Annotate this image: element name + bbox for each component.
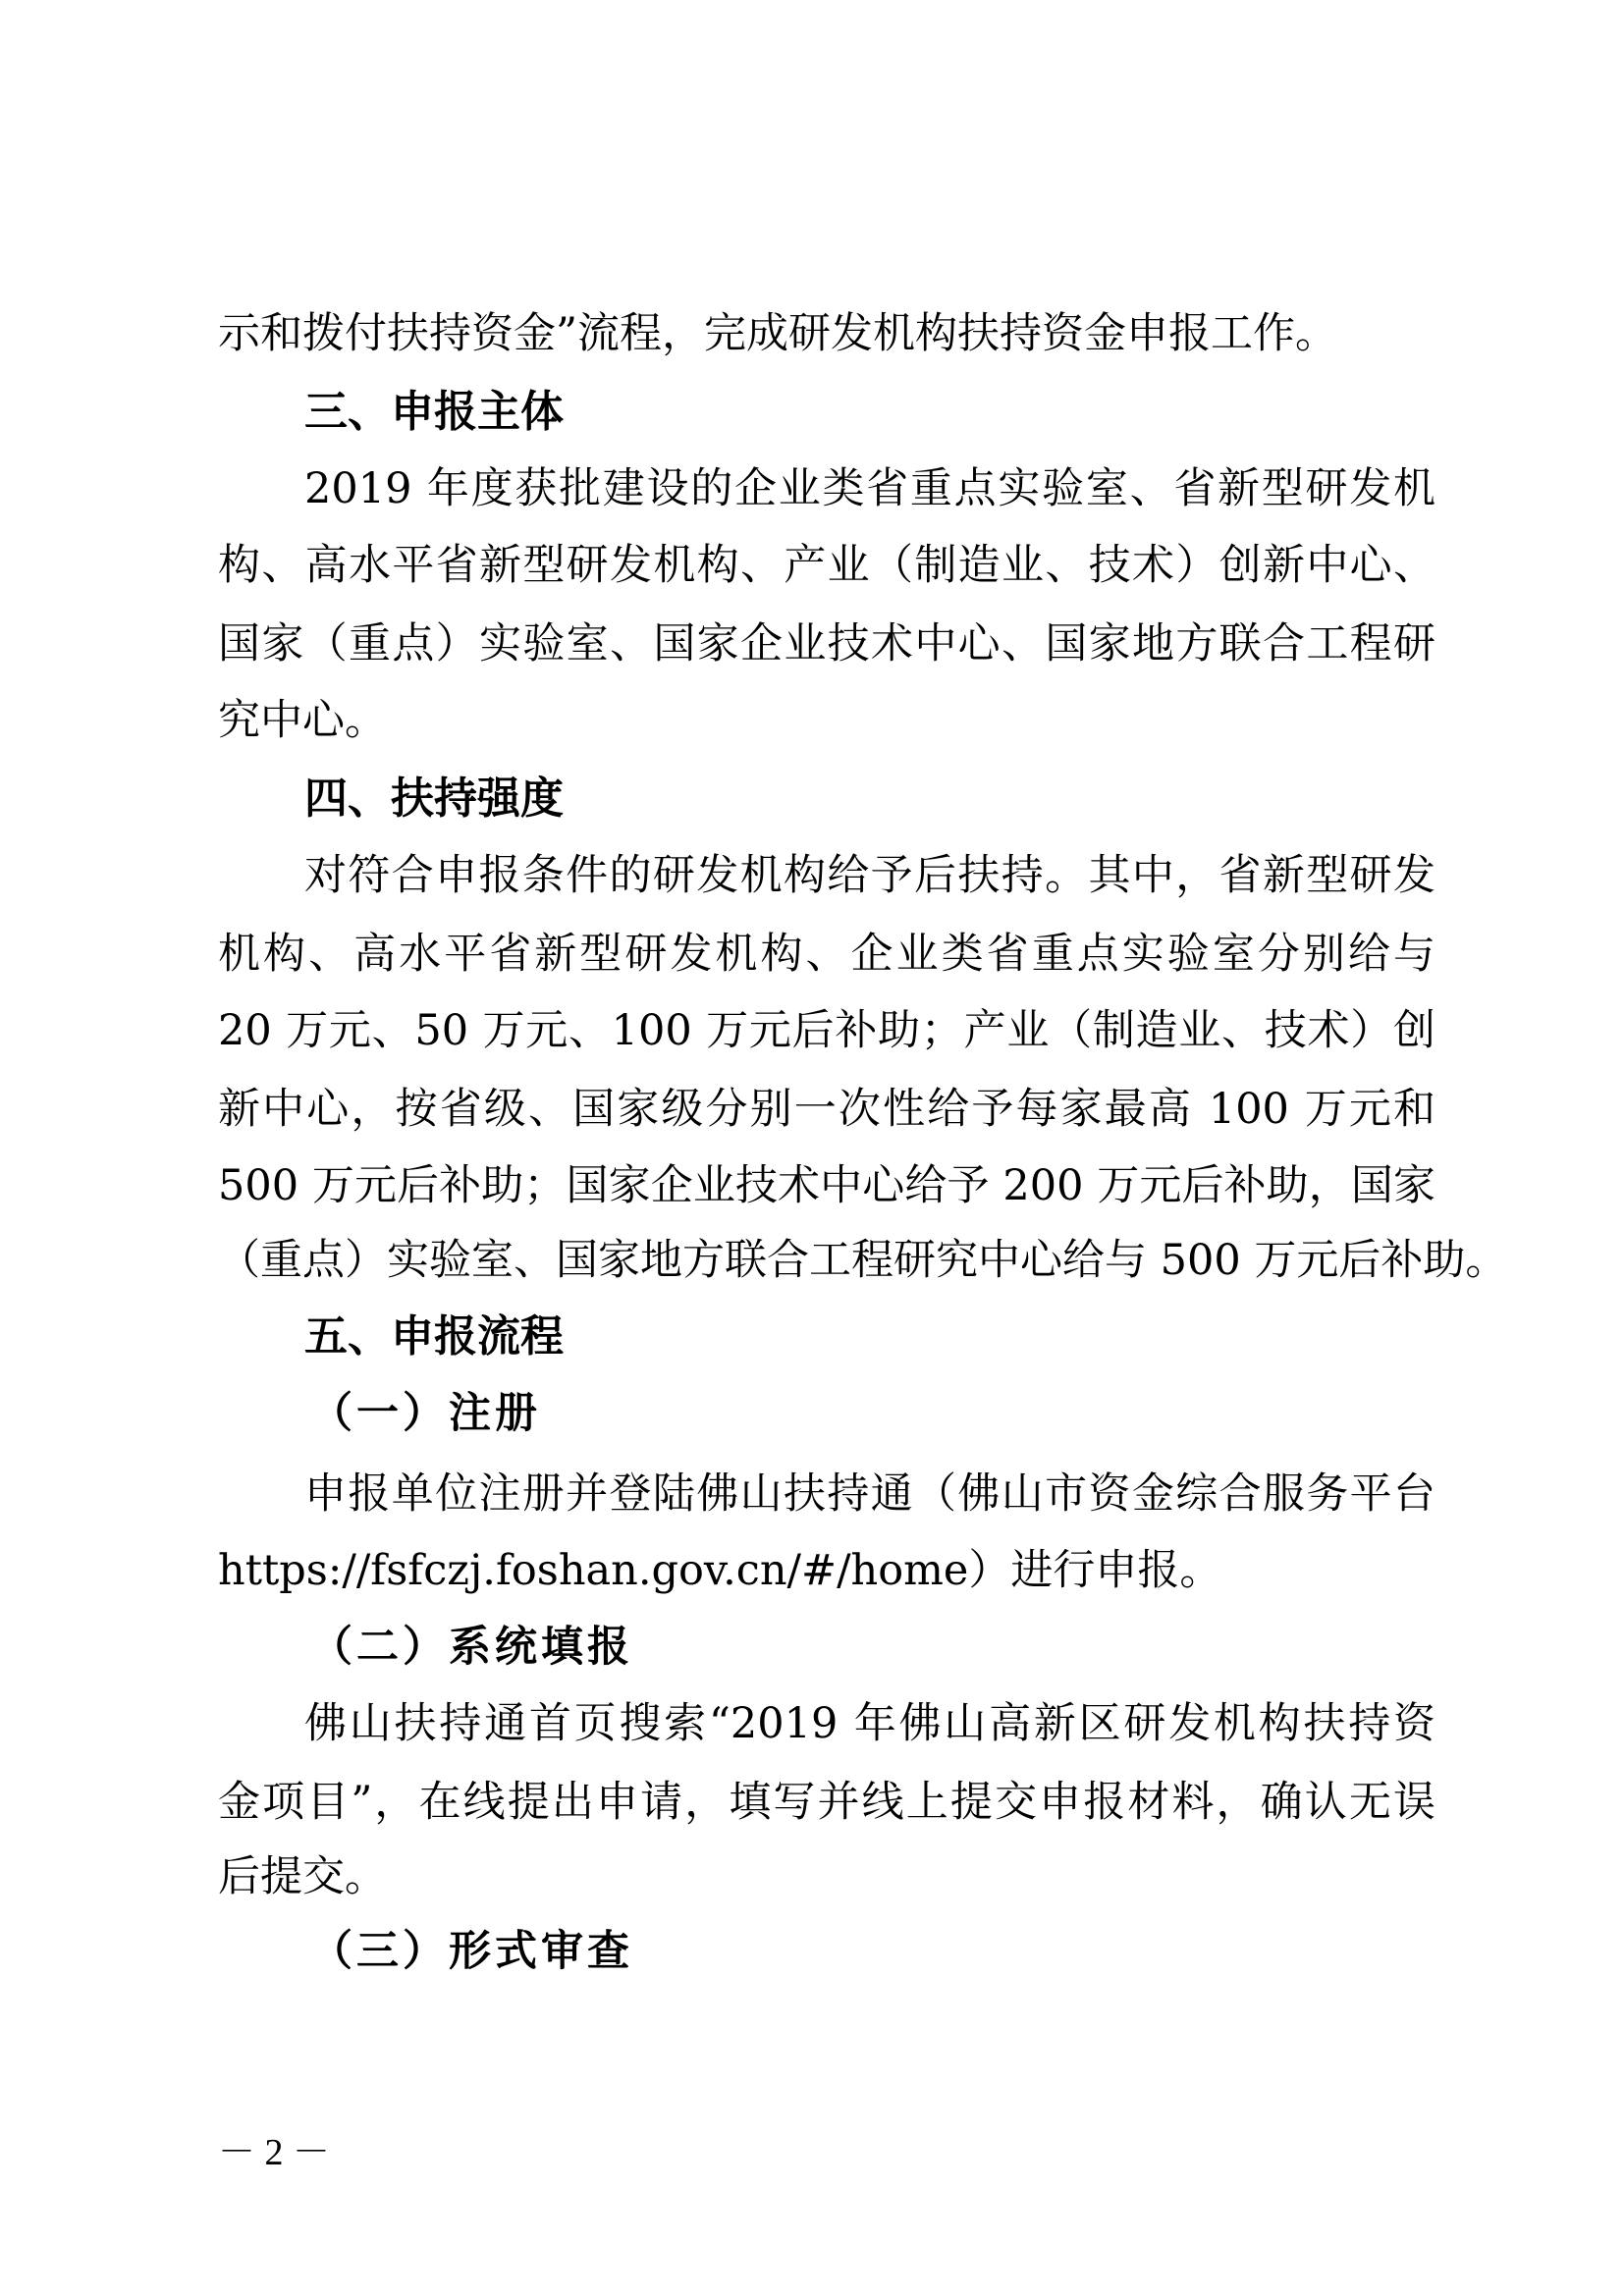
paragraph-line: 2019 年度获批建设的企业类省重点实验室、省新型研发机: [304, 464, 1435, 513]
paragraph-line: 金项目”，在线提出申请，填写并线上提交申报材料，确认无误: [218, 1778, 1435, 1827]
paragraph-line: 对符合申报条件的研发机构给予后扶持。其中，省新型研发: [304, 851, 1435, 900]
paragraph-line: https://fsfczj.foshan.gov.cn/#/home）进行申报。: [218, 1546, 1222, 1595]
section-heading: 五、申报流程: [304, 1311, 564, 1362]
paragraph-line: （重点）实验室、国家地方联合工程研究中心给与 500 万元后补助。: [218, 1236, 1508, 1285]
subsection-heading: （一）注册: [310, 1389, 541, 1438]
paragraph-line: 申报单位注册并登陆佛山扶持通（佛山市资金综合服务平台: [304, 1469, 1435, 1519]
subsection-heading: （三）形式审查: [310, 1927, 633, 1976]
paragraph-line: 究中心。: [218, 696, 387, 745]
paragraph-line: 机构、高水平省新型研发机构、企业类省重点实验室分别给与: [218, 930, 1435, 979]
paragraph-line: 构、高水平省新型研发机构、产业（制造业、技术）创新中心、: [218, 541, 1435, 590]
paragraph-line: 佛山扶持通首页搜索“2019 年佛山高新区研发机构扶持资: [304, 1699, 1435, 1748]
section-heading: 三、申报主体: [304, 387, 564, 437]
paragraph-line: 后提交。: [218, 1852, 387, 1901]
section-heading: 四、扶持强度: [304, 774, 564, 824]
subsection-heading: （二）系统填报: [310, 1623, 633, 1672]
paragraph-line: 示和拨付扶持资金”流程，完成研发机构扶持资金申报工作。: [218, 309, 1337, 358]
paragraph-line: 国家（重点）实验室、国家企业技术中心、国家地方联合工程研: [218, 619, 1435, 668]
page-number: － 2 －: [218, 2132, 331, 2173]
paragraph-line: 新中心，按省级、国家级分别一次性给予每家最高 100 万元和: [218, 1085, 1435, 1134]
paragraph-line: 500 万元后补助；国家企业技术中心给予 200 万元后补助，国家: [218, 1161, 1435, 1210]
paragraph-line: 20 万元、50 万元、100 万元后补助；产业（制造业、技术）创: [218, 1006, 1435, 1055]
